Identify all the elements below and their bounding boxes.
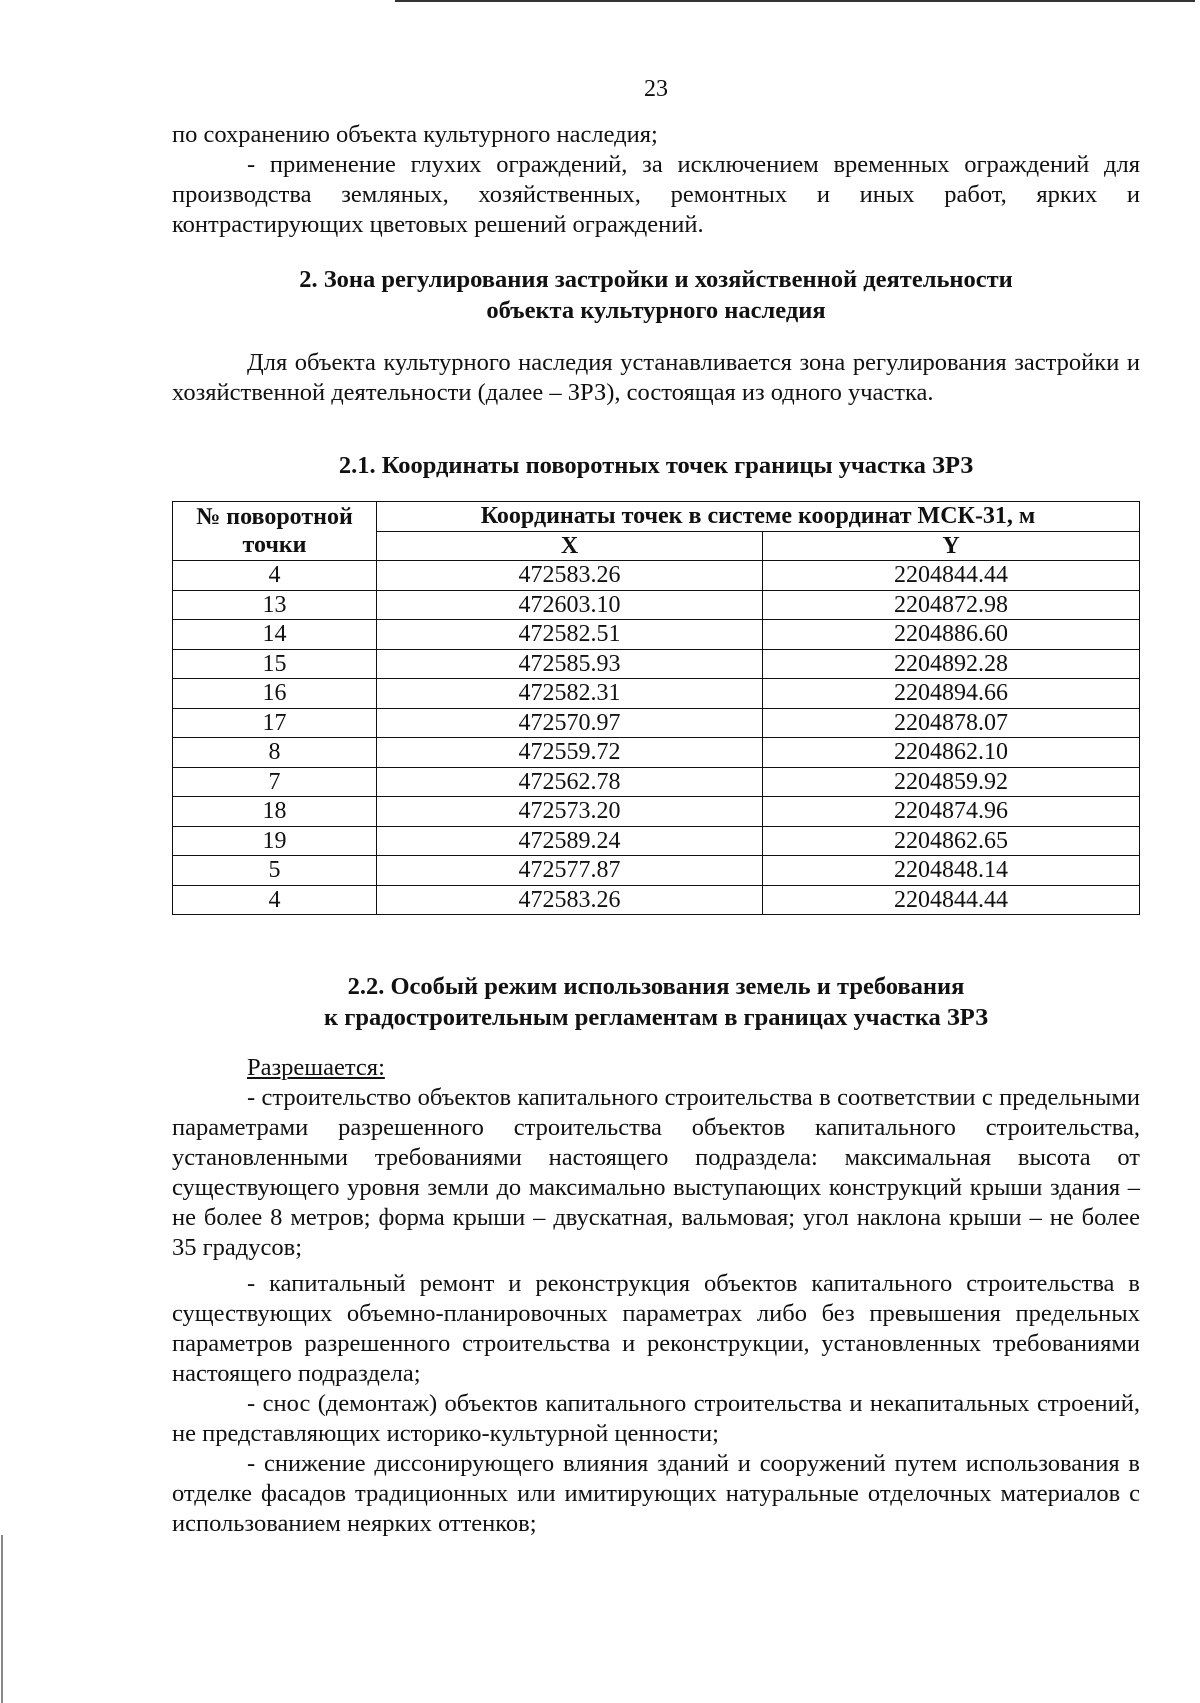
scan-edge-top bbox=[395, 0, 1195, 2]
cell-x: 472582.51 bbox=[377, 620, 763, 650]
table-row bbox=[173, 767, 1140, 797]
cell-x: 472559.72 bbox=[377, 738, 763, 768]
header-point-line2: точки bbox=[242, 532, 307, 558]
document-body bbox=[172, 120, 1140, 1539]
cell-y: 2204874.96 bbox=[763, 797, 1140, 827]
cell-point: 18 bbox=[173, 797, 377, 827]
cell-point: 8 bbox=[173, 738, 377, 768]
cell-x: 472570.97 bbox=[377, 708, 763, 738]
table-row bbox=[173, 856, 1140, 886]
allowed-label-line bbox=[172, 1053, 1140, 1083]
cell-y: 2204859.92 bbox=[763, 767, 1140, 797]
cell-y: 2204862.65 bbox=[763, 826, 1140, 856]
allowed-label: Разрешается: bbox=[247, 1054, 385, 1081]
cell-y: 2204872.98 bbox=[763, 590, 1140, 620]
cell-point: 15 bbox=[173, 649, 377, 679]
cell-point: 16 bbox=[173, 679, 377, 709]
table-row bbox=[173, 885, 1140, 915]
cell-point: 4 bbox=[173, 885, 377, 915]
table-body bbox=[173, 561, 1140, 915]
cell-y: 2204892.28 bbox=[763, 649, 1140, 679]
cell-point: 5 bbox=[173, 856, 377, 886]
cell-point: 19 bbox=[173, 826, 377, 856]
cell-x: 472582.31 bbox=[377, 679, 763, 709]
section-22-title-line1: 2.2. Особый режим использования земель и требования bbox=[347, 973, 965, 1000]
cell-y: 2204894.66 bbox=[763, 679, 1140, 709]
allowed-item-1: - строительство объектов капитального строительства в соответствии с предельными параметрами разрешенного строительства объектов капитального строительства, установленными требованиями настоящего подраздела: максимальная высота от существующего уровня земли до максимально выступающих конструкций крыши здания – не более 8 метров; форма крыши – двускатная, вальмовая; угол наклона крыши – не более 35 градусов; bbox=[172, 1084, 1140, 1261]
section-2-title-line1: 2. Зона регулирования застройки и хозяйственной деятельности bbox=[299, 266, 1013, 293]
cell-point: 13 bbox=[173, 590, 377, 620]
cell-y: 2204878.07 bbox=[763, 708, 1140, 738]
table-row bbox=[173, 738, 1140, 768]
table-row bbox=[173, 620, 1140, 650]
header-x: X bbox=[377, 531, 763, 561]
cell-y: 2204844.44 bbox=[763, 561, 1140, 591]
table-row bbox=[173, 797, 1140, 827]
header-point-line1: № поворотной bbox=[196, 503, 353, 530]
section-21-heading: 2.1. Координаты поворотных точек границы участка ЗРЗ bbox=[338, 452, 974, 479]
table-row bbox=[173, 826, 1140, 856]
cell-point: 17 bbox=[173, 708, 377, 738]
cell-x: 472583.26 bbox=[377, 561, 763, 591]
cell-x: 472562.78 bbox=[377, 767, 763, 797]
section-22-heading bbox=[172, 971, 1140, 1033]
cell-point: 4 bbox=[173, 561, 377, 591]
cell-x: 472573.20 bbox=[377, 797, 763, 827]
table-row bbox=[173, 679, 1140, 709]
header-y: Y bbox=[763, 531, 1140, 561]
table-row bbox=[173, 708, 1140, 738]
cell-y: 2204886.60 bbox=[763, 620, 1140, 650]
section-2-heading bbox=[172, 264, 1140, 326]
cell-point: 7 bbox=[173, 767, 377, 797]
cell-x: 472603.10 bbox=[377, 590, 763, 620]
cell-x: 472585.93 bbox=[377, 649, 763, 679]
section-2-paragraph: Для объекта культурного наследия устанавливается зона регулирования застройки и хозяйственной деятельности (далее – ЗРЗ), состоящая из одного участка. bbox=[172, 349, 1140, 406]
table-row bbox=[173, 561, 1140, 591]
cell-y: 2204844.44 bbox=[763, 885, 1140, 915]
cell-x: 472589.24 bbox=[377, 826, 763, 856]
coordinates-table bbox=[172, 501, 1140, 915]
table-row bbox=[173, 649, 1140, 679]
intro-line: по сохранению объекта культурного наследия; bbox=[172, 121, 658, 148]
scan-edge-left bbox=[1, 1535, 3, 1703]
allowed-item-2: - капитальный ремонт и реконструкция объектов капитального строительства в существующих объемно-планировочных параметрах либо без превышения предельных параметров разрешенного строительства и реконструкции, установленных требованиями настоящего подраздела; bbox=[172, 1270, 1140, 1387]
table-row bbox=[173, 590, 1140, 620]
header-point bbox=[173, 502, 377, 561]
header-coords: Координаты точек в системе координат МСК-31, м bbox=[377, 502, 1140, 532]
cell-x: 472583.26 bbox=[377, 885, 763, 915]
cell-y: 2204848.14 bbox=[763, 856, 1140, 886]
allowed-item-3: - снос (демонтаж) объектов капитального строительства и некапитальных строений, не представляющих историко-культурной ценности; bbox=[172, 1390, 1140, 1447]
section-2-title-line2: объекта культурного наследия bbox=[486, 297, 826, 324]
cell-x: 472577.87 bbox=[377, 856, 763, 886]
cell-point: 14 bbox=[173, 620, 377, 650]
table-header-row bbox=[173, 502, 1140, 532]
page-number: 23 bbox=[644, 76, 668, 102]
cell-y: 2204862.10 bbox=[763, 738, 1140, 768]
intro-bullet: - применение глухих ограждений, за исключением временных ограждений для производства земляных, хозяйственных, ремонтных и иных работ, ярких и контрастирующих цветовых решений ограждений. bbox=[172, 151, 1140, 238]
allowed-item-4: - снижение диссонирующего влияния зданий и сооружений путем использования в отделке фасадов традиционных или имитирующих натуральные отделочных материалов с использованием неярких оттенков; bbox=[172, 1450, 1140, 1537]
section-22-title-line2: к градостроительным регламентам в границах участка ЗРЗ bbox=[323, 1004, 988, 1031]
